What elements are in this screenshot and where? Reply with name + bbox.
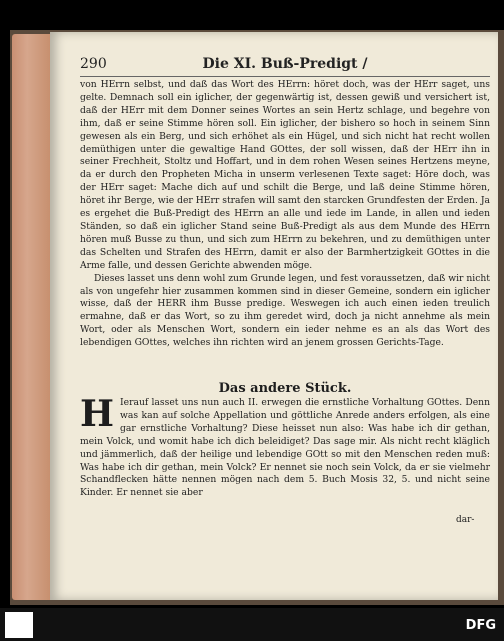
- paragraph-1: von HErrn selbst, und daß das Wort des HErrn: höret doch, was der HErr saget, uns gelte. Demnach soll ein iglicher, der gegenwärtig ist, dessen gewiß und versichert ist, daß der HErr mit dem Donner seines Wortes an sein Hertz schlage, und begehre von ihm, daß er seine Stimme hören soll. Ein iglicher, der bishero so hoch in seinem Sinn gewesen als ein Berg, und sich erhöhet als ein Hügel, und sich nicht hat recht wollen demüthigen unter die gewaltige Hand GOttes, der soll wissen, daß der HErr ihn in seiner Frechheit, Stoltz und Hoffart, und in dem rohen Wesen seines Hertzens meyne, da er durch den Propheten Micha in unserm verlesenen Texte saget: Höre doch, was der HErr saget: Mache dich auf und schilt die Berge, und laß deine Stimme hören, höret ihr Berge, wie der HErr strafen will samt den starcken Grundfesten der Erden. Ja es ergehet die Buß-Predigt des HErrn an alle und iede im Lande, in allen und ieden Ständen, so daß ein iglicher Stand seine Buß-Predigt als aus dem Munde des HErrn hören muß Busse zu thun, und sich zum HErrn zu bekehren, und zu demüthigen unter das Schelten und Strafen des HErrn, damit er also der Barmhertzigkeit GOttes in die Arme falle, und dessen Gerichte abwenden möge.: [80, 79, 490, 271]
- running-title: Die XI. Buß-Predigt /: [202, 56, 368, 72]
- dfg-logo: DFG: [465, 618, 496, 633]
- page-edge: [12, 34, 50, 600]
- section-text: [80, 393, 490, 500]
- main-text: [80, 79, 490, 350]
- paragraph-3: Ierauf lasset uns nun auch II. erwegen die ernstliche Vorhaltung GOttes. Denn was kan auf solche Appellation und göttliche Anrede anders erfolgen, als eine gar ernstliche Vorhaltung? Diese heisset nun also: Was habe ich dir gethan, mein Volck, und womit habe ich dich beleidiget? Das sage mir. Als nicht recht kläglich und jämmerlich, daß der heilige und lebendige GOtt so mit den Menschen reden muß: Was habe ich dir gethan, mein Volck? Er nennet sie noch sein Volck, da er sie vielmehr Schandflecken hätte nennen mögen nach dem 5. Buch Mosis 32, 5. und nicht seine Kinder. Er nennet sie aber: [80, 397, 490, 499]
- page-number: 290: [80, 56, 107, 72]
- paragraph-2: Dieses lasset uns denn wohl zum Grunde legen, und fest voraussetzen, daß wir nicht als von ungefehr hier zusammen kommen sind in dieser Gemeine, sondern ein iglicher wisse, daß der HERR ihm Busse predige. Weswegen ich auch einen ieden treulich ermahne, daß er das Wort, so zu ihm geredet wird, doch ja nicht annehme als mein Wort, oder als Menschen Wort, sondern ein ieder nehme es an als das Wort des lebendigen GOttes, welches ihn richten wird an jenem grossen Gerichts-Tage.: [80, 272, 490, 349]
- viewer-footer: [0, 608, 504, 641]
- section-heading: Das andere Stück.: [218, 381, 352, 396]
- page-header: [80, 56, 490, 78]
- catchword: dar-: [456, 515, 475, 525]
- drop-cap: H: [80, 393, 115, 435]
- institution-logo: [5, 612, 33, 638]
- header-rule: [80, 76, 490, 77]
